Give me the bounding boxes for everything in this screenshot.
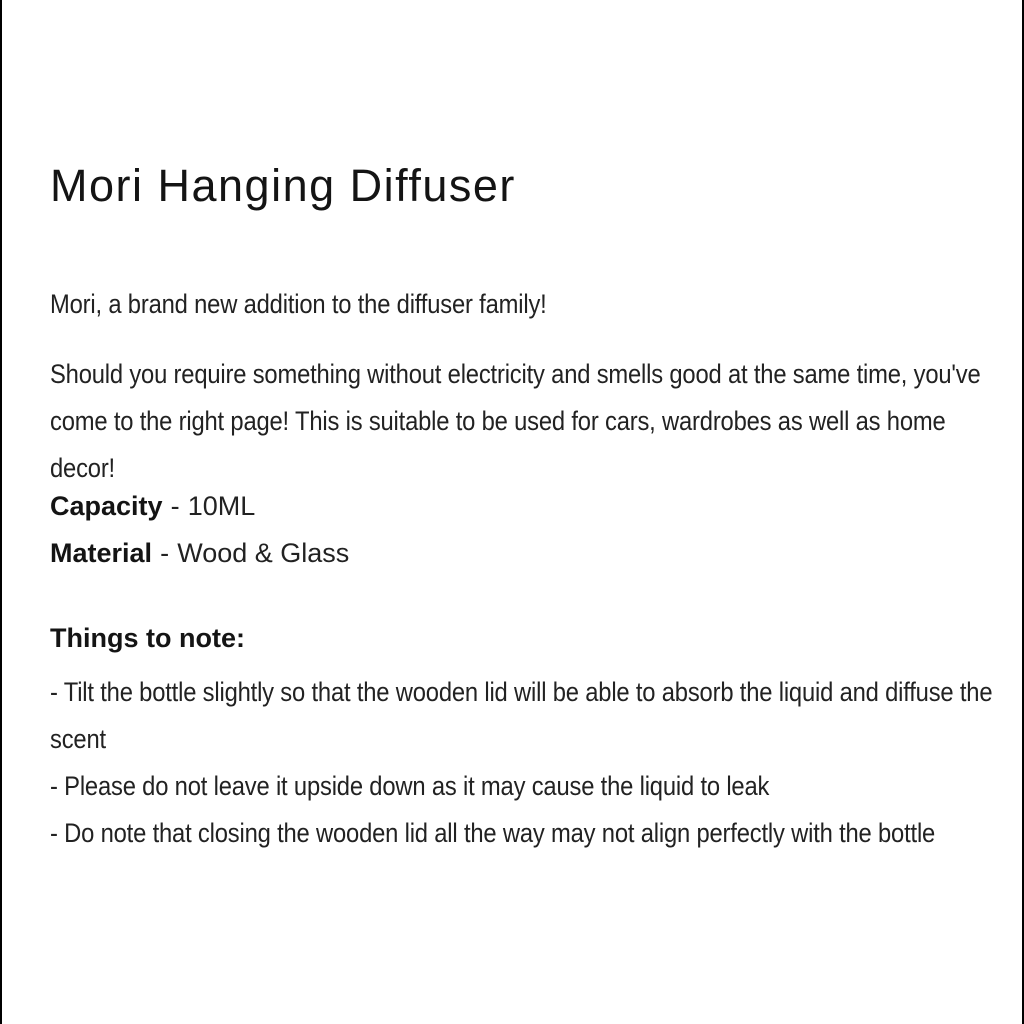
notes-list (50, 669, 1000, 857)
note-item: - Please do not leave it upside down as it may cause the liquid to leak (50, 771, 770, 801)
note-item: - Tilt the bottle slightly so that the wooden lid will be able to absorb the liquid and diffuse the scent (50, 677, 993, 754)
spec-separator: - (160, 538, 170, 568)
spec-separator: - (170, 491, 180, 521)
notes-heading: Things to note: (50, 623, 245, 653)
spec-label-capacity: Capacity (50, 491, 163, 521)
page-title: Mori Hanging Diffuser (50, 160, 516, 212)
description-paragraph: Should you require something without electricity and smells good at the same time, you've come to the right page! This is suitable to be used for cars, wardrobes as well as home decor! (50, 359, 981, 483)
spec-value-material: Wood & Glass (177, 538, 350, 568)
note-item: - Do note that closing the wooden lid all the way may not align perfectly with the bottle (50, 818, 936, 848)
intro-paragraph: Mori, a brand new addition to the diffuser family! (50, 289, 547, 319)
spec-row-capacity (50, 483, 349, 530)
left-edge-line (0, 0, 2, 1024)
spec-row-material (50, 530, 349, 577)
spec-value-capacity: 10ML (187, 491, 256, 521)
spec-label-material: Material (50, 538, 153, 568)
spec-list (50, 483, 349, 577)
